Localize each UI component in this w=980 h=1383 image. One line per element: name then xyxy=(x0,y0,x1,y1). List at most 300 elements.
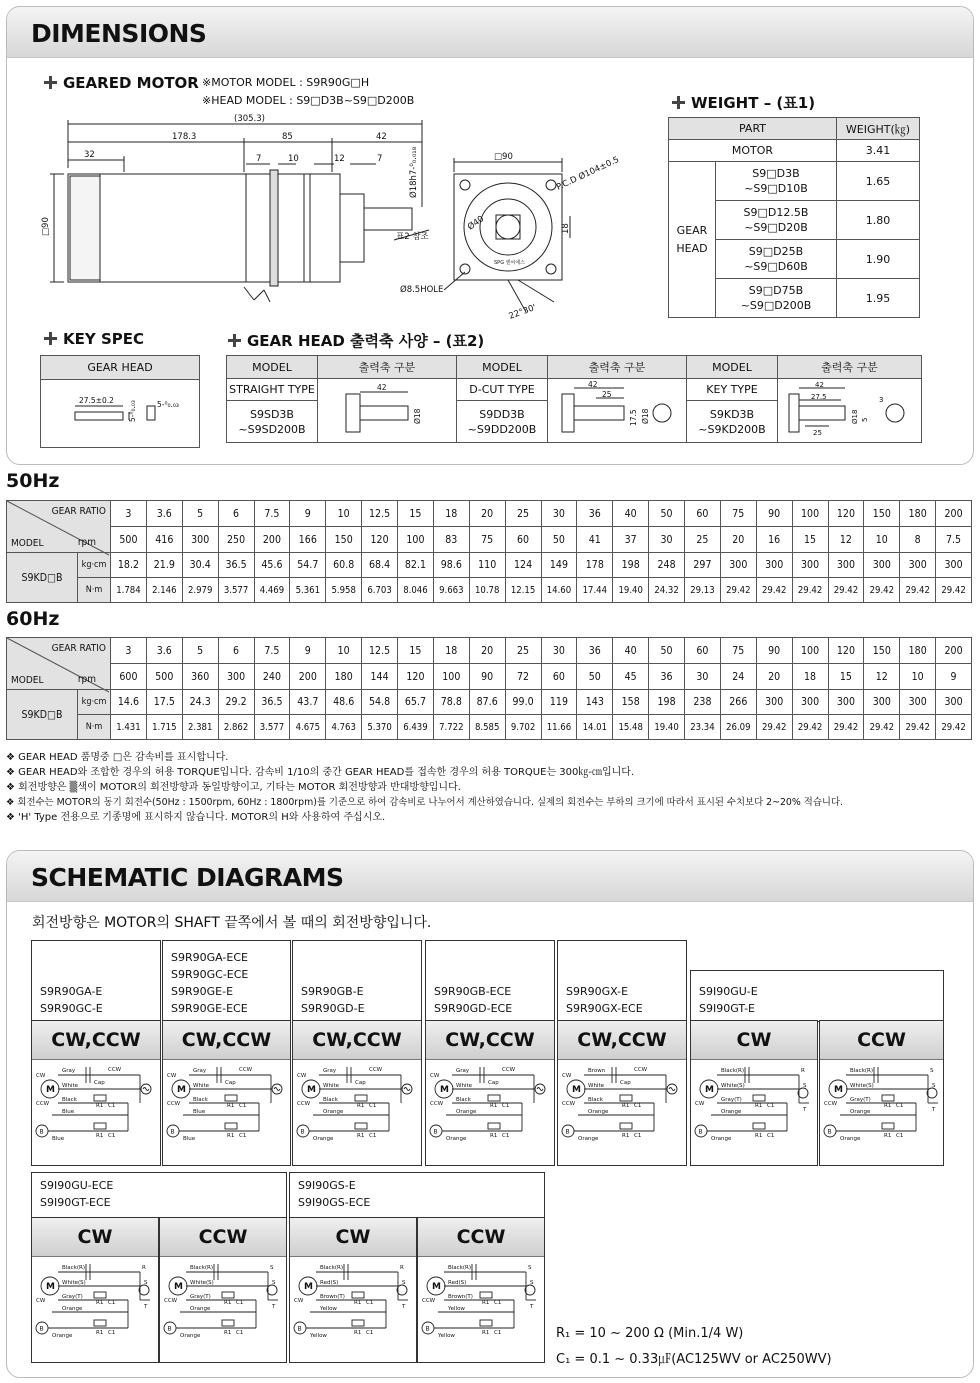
wire-label: Gray xyxy=(323,1068,337,1074)
rpm-cell: 150 xyxy=(326,527,362,553)
ratio-cell: 36 xyxy=(577,638,613,664)
phase-label: S xyxy=(528,1265,532,1271)
torque-kgcm-cell: 198 xyxy=(649,690,685,715)
note: ❖ GEAR HEAD와 조합한 경우의 허용 TORQUE입니다. 감속비 1/10의 중간 GEAR HEAD를 접속한 경우의 허용 TORQUE는 300㎏-㎝입니다. xyxy=(6,767,635,778)
note: ❖ GEAR HEAD 품명중 □은 감속비를 표시합니다. xyxy=(6,752,229,763)
torque-nm-cell: 26.09 xyxy=(720,715,756,740)
phase-label: T xyxy=(402,1304,406,1310)
rpm-cell: 100 xyxy=(398,527,434,553)
rpm-cell: 200 xyxy=(290,664,326,690)
rotation-direction: CW xyxy=(691,1021,817,1060)
dim-label: 27.5 xyxy=(810,393,827,401)
key-drawing-cell xyxy=(778,379,922,443)
wire-label: Brown(T) xyxy=(320,1294,345,1300)
torque-nm-cell: 12.15 xyxy=(505,578,541,603)
torque-kgcm-cell: 300 xyxy=(756,690,792,715)
torque-kgcm-cell: 300 xyxy=(864,690,900,715)
rpm-cell: 10 xyxy=(900,664,936,690)
hz60-label: 60Hz xyxy=(6,608,60,630)
ratio-cell: 60 xyxy=(685,638,721,664)
torque-nm-cell: 29.42 xyxy=(864,715,900,740)
c1-label: C1 xyxy=(108,1300,116,1306)
wire-label: Orange xyxy=(456,1109,477,1115)
motor-symbol: M xyxy=(46,1085,55,1095)
torque-kgcm-cell: 36.5 xyxy=(218,553,254,578)
cap-label: Cap xyxy=(225,1080,236,1086)
torque-nm-cell: 29.42 xyxy=(936,578,972,603)
model-name: S9R90GB-ECE xyxy=(434,985,512,998)
torque-kgcm-cell: 178 xyxy=(577,553,613,578)
torque-kgcm-cell: 17.5 xyxy=(146,690,182,715)
model-name: S9R90GD-E xyxy=(301,1002,365,1015)
rotation-label: CCW xyxy=(164,1298,178,1304)
r1-label: R1 xyxy=(482,1330,490,1336)
wire-label: Yellow xyxy=(438,1333,455,1339)
model-name: S9R90GD-ECE xyxy=(434,1002,513,1015)
rpm-cell: 83 xyxy=(433,527,469,553)
torque-nm-cell: 29.42 xyxy=(864,578,900,603)
legend-r: R₁ = 10 ~ 200 Ω (Min.1/4 W) xyxy=(556,1326,744,1341)
torque-nm-cell: 1.715 xyxy=(146,715,182,740)
torque-kgcm-cell: 36.5 xyxy=(254,690,290,715)
dim-7a: 7 xyxy=(256,154,262,164)
r1-label: R1 xyxy=(224,1300,232,1306)
col-spec: 출력축 구분 xyxy=(778,356,922,379)
ccw-label: CCW xyxy=(502,1067,516,1073)
rotation-direction: CW xyxy=(290,1218,416,1257)
phase-label: T xyxy=(530,1304,534,1310)
ratio-cell: 120 xyxy=(828,501,864,527)
wiring-diagram xyxy=(32,1059,158,1145)
wire-label: Blue xyxy=(193,1109,206,1115)
wiring-diagram xyxy=(293,1059,419,1145)
phase-label: S xyxy=(930,1068,934,1074)
wiring-diagram xyxy=(160,1256,286,1342)
type-dcut: D-CUT TYPE xyxy=(457,379,548,401)
rpm-cell: 144 xyxy=(362,664,398,690)
rotation-direction: CW,CCW xyxy=(32,1021,160,1060)
rpm-cell: 10 xyxy=(864,527,900,553)
torque-kgcm-cell: 21.9 xyxy=(146,553,182,578)
torque-kgcm-cell: 43.7 xyxy=(290,690,326,715)
ratio-cell: 5 xyxy=(182,638,218,664)
phase-label: T xyxy=(803,1107,807,1113)
dim-label: 42 xyxy=(588,380,598,389)
rotation-direction: CW,CCW xyxy=(163,1021,290,1060)
key-spec-heading: KEY SPEC xyxy=(44,330,144,348)
weight-gearhead-label: GEAR HEAD xyxy=(669,162,716,318)
rpm-cell: 90 xyxy=(469,664,505,690)
phase-label: R xyxy=(801,1068,805,1074)
wire-label: Orange xyxy=(711,1136,732,1142)
phase-label: S xyxy=(932,1083,936,1089)
rpm-cell: 240 xyxy=(254,664,290,690)
r1-label: R1 xyxy=(482,1300,490,1306)
torque-nm-cell: 4.763 xyxy=(326,715,362,740)
schematic-intro: 회전방향은 MOTOR의 SHAFT 끝쪽에서 볼 때의 회전방향입니다. xyxy=(32,915,432,931)
hz50-table xyxy=(6,500,972,603)
model-name: S9R90GX-E xyxy=(566,985,629,998)
torque-nm-cell: 19.40 xyxy=(613,578,649,603)
rotation-box xyxy=(31,1020,161,1166)
wire-label: White(S) xyxy=(721,1083,745,1089)
rpm-cell: 75 xyxy=(469,527,505,553)
r1-label: R1 xyxy=(884,1103,892,1109)
rpm-cell: 20 xyxy=(756,664,792,690)
ratio-cell: 12.5 xyxy=(362,501,398,527)
motor-symbol: M xyxy=(705,1085,714,1095)
rotation-box xyxy=(690,1020,818,1166)
unit-nm: N·m xyxy=(78,715,111,740)
dim-label: 5 xyxy=(860,417,869,422)
torque-kgcm-cell: 300 xyxy=(756,553,792,578)
ratio-cell: 5 xyxy=(182,501,218,527)
c1-label: C1 xyxy=(494,1330,502,1336)
plus-icon xyxy=(44,332,57,345)
wire-label: Black(R) xyxy=(62,1265,85,1271)
wire-label: Black(R) xyxy=(448,1265,471,1271)
ratio-cell: 100 xyxy=(792,638,828,664)
key-models: S9KD3B ~S9KD200B xyxy=(687,401,778,443)
key-dim-3: 5-⁰₀.₀₃ xyxy=(157,400,179,409)
model-name: S9R90GC-ECE xyxy=(171,968,249,981)
col-model: MODEL xyxy=(687,356,778,379)
phase-label: T xyxy=(932,1107,936,1113)
torque-nm-cell: 1.784 xyxy=(111,578,147,603)
torque-kgcm-cell: 82.1 xyxy=(398,553,434,578)
dim-d18: 18 xyxy=(561,223,571,234)
phase-label: R xyxy=(142,1265,146,1271)
rpm-cell: 500 xyxy=(146,664,182,690)
wire-label: Black(R) xyxy=(320,1265,343,1271)
col-model: MODEL xyxy=(227,356,318,379)
torque-kgcm-cell: 60.8 xyxy=(326,553,362,578)
rotation-box xyxy=(557,1020,687,1166)
cap-label: Cap xyxy=(355,1080,366,1086)
rotation-direction: CW,CCW xyxy=(558,1021,686,1060)
rotation-direction: CW,CCW xyxy=(426,1021,554,1060)
rpm-cell: 120 xyxy=(398,664,434,690)
key-spec-col: GEAR HEAD xyxy=(41,356,200,380)
cap-label: Cap xyxy=(488,1080,499,1086)
ccw-label: CCW xyxy=(430,1101,444,1107)
brake-symbol: B xyxy=(170,1128,175,1136)
torque-kgcm-cell: 68.4 xyxy=(362,553,398,578)
ratio-cell: 10 xyxy=(326,638,362,664)
rotation-direction: CCW xyxy=(160,1218,286,1257)
torque-nm-cell: 29.42 xyxy=(900,715,936,740)
gear-output-table xyxy=(226,355,922,443)
wiring-diagram xyxy=(820,1059,946,1145)
rotation-box xyxy=(417,1217,545,1363)
wiring-diagram xyxy=(32,1256,158,1342)
rotation-label: CCW xyxy=(422,1298,436,1304)
r1-label: R1 xyxy=(96,1103,104,1109)
rpm-cell: 180 xyxy=(326,664,362,690)
wire-label: Black xyxy=(62,1097,77,1103)
ratio-cell: 12.5 xyxy=(362,638,398,664)
dim-label: 42 xyxy=(814,381,824,389)
rotation-box xyxy=(31,1217,159,1363)
unit-kgcm: kg·cm xyxy=(78,553,111,578)
phase-label: R xyxy=(400,1265,404,1271)
torque-kgcm-cell: 297 xyxy=(685,553,721,578)
dim-total: (305.3) xyxy=(234,114,265,124)
weight-row-model: S9□D12.5B ~S9□D20B xyxy=(716,201,837,240)
torque-kgcm-cell: 65.7 xyxy=(398,690,434,715)
rotation-direction: CW xyxy=(32,1218,158,1257)
note: ❖ 'H' Type 전용으로 기종명에 표시하지 않습니다. MOTOR의 H와 사용하여 주십시오. xyxy=(6,812,386,823)
rpm-cell: 7.5 xyxy=(936,527,972,553)
dim-square2: □90 xyxy=(494,152,513,162)
rpm-cell: 72 xyxy=(505,664,541,690)
c1-label: C1 xyxy=(366,1300,374,1306)
dim-shaft: Ø18h7-⁰₀.₀₁₈ xyxy=(409,146,419,198)
rotation-direction: CCW xyxy=(820,1021,943,1060)
r1-label: R1 xyxy=(354,1300,362,1306)
hz50-label: 50Hz xyxy=(6,470,60,492)
wire-label: Red(S) xyxy=(448,1280,467,1286)
c1-label: C1 xyxy=(767,1133,775,1139)
rotation-direction: CCW xyxy=(418,1218,544,1257)
torque-kgcm-cell: 143 xyxy=(577,690,613,715)
r1-label: R1 xyxy=(490,1133,498,1139)
model-name: S9R90GB-E xyxy=(301,985,364,998)
wire-label: Blue xyxy=(183,1136,196,1142)
torque-nm-cell: 17.44 xyxy=(577,578,613,603)
torque-kgcm-cell: 300 xyxy=(792,690,828,715)
ratio-cell: 40 xyxy=(613,638,649,664)
torque-nm-cell: 6.703 xyxy=(362,578,398,603)
c1-label: C1 xyxy=(239,1103,247,1109)
torque-kgcm-cell: 110 xyxy=(469,553,505,578)
phase-label: S xyxy=(144,1280,148,1286)
wire-label: Gray xyxy=(193,1068,207,1074)
c1-label: C1 xyxy=(634,1133,642,1139)
header-rpm: rpm xyxy=(77,537,96,548)
key-spec-drawing xyxy=(45,382,195,442)
ratio-cell: 100 xyxy=(792,501,828,527)
head-model-note: ※HEAD MODEL : S9□D3B~S9□D200B xyxy=(202,94,415,107)
phase-label: S xyxy=(530,1280,534,1286)
ratio-cell: 3 xyxy=(111,638,147,664)
ratio-cell: 120 xyxy=(828,638,864,664)
dim-32: 32 xyxy=(84,150,95,160)
key-spec-table xyxy=(40,355,200,448)
plus-icon xyxy=(44,76,57,89)
rpm-cell: 16 xyxy=(756,527,792,553)
motor-symbol: M xyxy=(307,1085,316,1095)
ratio-cell: 3.6 xyxy=(146,638,182,664)
ratio-cell: 50 xyxy=(649,638,685,664)
torque-nm-cell: 15.48 xyxy=(613,715,649,740)
model-name: S9R90GC-E xyxy=(40,1002,103,1015)
c1-label: C1 xyxy=(366,1330,374,1336)
wire-label: Black(R) xyxy=(190,1265,213,1271)
key-spec-drawing-cell xyxy=(41,380,200,448)
col-model: MODEL xyxy=(457,356,548,379)
model-name: S9I90GU-ECE xyxy=(40,1179,114,1192)
type-key: KEY TYPE xyxy=(687,379,778,401)
torque-kgcm-cell: 300 xyxy=(792,553,828,578)
brand-mark: SPG 엔씨에스 xyxy=(494,260,525,266)
schematic-header xyxy=(7,851,973,902)
wire-label: Orange xyxy=(52,1333,73,1339)
dim-label: Ø18 xyxy=(413,408,422,424)
dim-label: 25 xyxy=(602,390,612,399)
ratio-cell: 6 xyxy=(218,501,254,527)
plus-icon xyxy=(228,334,241,347)
rpm-cell: 50 xyxy=(541,527,577,553)
wire-label: White xyxy=(588,1083,604,1089)
ratio-cell: 50 xyxy=(649,501,685,527)
torque-nm-cell: 29.42 xyxy=(936,715,972,740)
header-model: MODEL xyxy=(11,675,44,686)
wire-label: Gray(T) xyxy=(190,1294,211,1300)
rotation-box xyxy=(162,1020,291,1166)
rpm-cell: 9 xyxy=(936,664,972,690)
rpm-cell: 60 xyxy=(541,664,577,690)
c1-label: C1 xyxy=(108,1330,116,1336)
ratio-cell: 3.6 xyxy=(146,501,182,527)
cw-label: CW xyxy=(562,1073,572,1079)
weight-row-value: 1.90 xyxy=(837,240,920,279)
ratio-cell: 60 xyxy=(685,501,721,527)
rpm-cell: 600 xyxy=(111,664,147,690)
torque-nm-cell: 11.66 xyxy=(541,715,577,740)
ratio-cell: 20 xyxy=(469,638,505,664)
wire-label: Black(R) xyxy=(721,1068,744,1074)
torque-nm-cell: 29.42 xyxy=(792,578,828,603)
cw-label: CW xyxy=(430,1073,440,1079)
torque-nm-cell: 6.439 xyxy=(398,715,434,740)
torque-nm-cell: 29.42 xyxy=(828,578,864,603)
rotation-box xyxy=(425,1020,555,1166)
c1-label: C1 xyxy=(896,1103,904,1109)
rpm-cell: 15 xyxy=(828,664,864,690)
wire-label: Black xyxy=(193,1097,208,1103)
torque-kgcm-cell: 300 xyxy=(828,553,864,578)
torque-nm-cell: 5.958 xyxy=(326,578,362,603)
corner-cell xyxy=(7,638,111,690)
phase-label: T xyxy=(272,1304,276,1310)
wire-label: White xyxy=(62,1083,78,1089)
c1-label: C1 xyxy=(239,1133,247,1139)
plus-icon xyxy=(672,96,685,109)
brake-symbol: B xyxy=(425,1325,430,1333)
torque-nm-cell: 5.361 xyxy=(290,578,326,603)
c1-label: C1 xyxy=(108,1133,116,1139)
torque-kgcm-cell: 300 xyxy=(900,553,936,578)
dim-85: 85 xyxy=(282,132,293,142)
phase-label: S xyxy=(803,1083,807,1089)
ratio-cell: 180 xyxy=(900,501,936,527)
rpm-cell: 37 xyxy=(613,527,649,553)
motor-symbol: M xyxy=(46,1282,55,1292)
ccw-label: CCW xyxy=(634,1067,648,1073)
torque-nm-cell: 3.577 xyxy=(218,578,254,603)
torque-nm-cell: 2.862 xyxy=(218,715,254,740)
wire-label: Yellow xyxy=(448,1306,465,1312)
ratio-cell: 200 xyxy=(936,638,972,664)
torque-nm-cell: 8.046 xyxy=(398,578,434,603)
r1-label: R1 xyxy=(755,1133,763,1139)
dcut-models: S9DD3B ~S9DD200B xyxy=(457,401,548,443)
motor-symbol: M xyxy=(174,1282,183,1292)
c1-label: C1 xyxy=(767,1103,775,1109)
wire-label: Gray xyxy=(62,1068,76,1074)
torque-nm-cell: 23.34 xyxy=(685,715,721,740)
torque-nm-cell: 2.381 xyxy=(182,715,218,740)
rpm-cell: 300 xyxy=(218,664,254,690)
model-name: S9I90GU-E xyxy=(699,985,758,998)
r1-label: R1 xyxy=(96,1330,104,1336)
wire-label: White xyxy=(456,1083,472,1089)
phase-label: T xyxy=(144,1304,148,1310)
wire-label: Orange xyxy=(313,1136,334,1142)
torque-nm-cell: 9.702 xyxy=(505,715,541,740)
rpm-cell: 30 xyxy=(649,527,685,553)
ccw-label: CCW xyxy=(167,1101,181,1107)
ratio-cell: 18 xyxy=(433,638,469,664)
torque-nm-cell: 9.663 xyxy=(433,578,469,603)
torque-nm-cell: 14.01 xyxy=(577,715,613,740)
ratio-cell: 90 xyxy=(756,638,792,664)
model-name: S9I90GS-E xyxy=(298,1179,356,1192)
wire-label: Brown(T) xyxy=(448,1294,473,1300)
brake-symbol: B xyxy=(39,1325,44,1333)
brake-symbol: B xyxy=(698,1128,703,1136)
weight-row-value: 1.80 xyxy=(837,201,920,240)
torque-kgcm-cell: 300 xyxy=(720,553,756,578)
torque-kgcm-cell: 18.2 xyxy=(111,553,147,578)
c1-label: C1 xyxy=(369,1133,377,1139)
phase-label: S xyxy=(402,1280,406,1286)
r1-label: R1 xyxy=(224,1330,232,1336)
torque-nm-cell: 29.42 xyxy=(900,578,936,603)
torque-nm-cell: 4.675 xyxy=(290,715,326,740)
dim-1783: 178.3 xyxy=(172,132,197,142)
ratio-cell: 200 xyxy=(936,501,972,527)
motor-model-note: ※MOTOR MODEL : S9R90G□H xyxy=(202,76,370,89)
col-spec: 출력축 구분 xyxy=(548,356,687,379)
c1-label: C1 xyxy=(108,1103,116,1109)
model-box xyxy=(162,940,291,1022)
dim-7b: 7 xyxy=(377,154,383,164)
ratio-cell: 150 xyxy=(864,638,900,664)
rpm-cell: 12 xyxy=(828,527,864,553)
wire-label: Blue xyxy=(52,1136,65,1142)
ratio-cell: 20 xyxy=(469,501,505,527)
rpm-cell: 20 xyxy=(720,527,756,553)
torque-nm-cell: 8.585 xyxy=(469,715,505,740)
rpm-cell: 100 xyxy=(433,664,469,690)
weight-col-weight: WEIGHT(㎏) xyxy=(837,118,920,140)
rpm-cell: 45 xyxy=(613,664,649,690)
wire-label: Orange xyxy=(721,1109,742,1115)
dim-label: 42 xyxy=(377,383,387,392)
c1-label: C1 xyxy=(494,1300,502,1306)
rpm-cell: 416 xyxy=(146,527,182,553)
torque-kgcm-cell: 54.8 xyxy=(362,690,398,715)
notes xyxy=(6,750,843,825)
rpm-cell: 200 xyxy=(254,527,290,553)
header-rpm: rpm xyxy=(77,674,96,685)
ratio-cell: 40 xyxy=(613,501,649,527)
torque-nm-cell: 2.979 xyxy=(182,578,218,603)
model-name: S9I90GT-ECE xyxy=(40,1196,111,1209)
torque-kgcm-cell: 98.6 xyxy=(433,553,469,578)
